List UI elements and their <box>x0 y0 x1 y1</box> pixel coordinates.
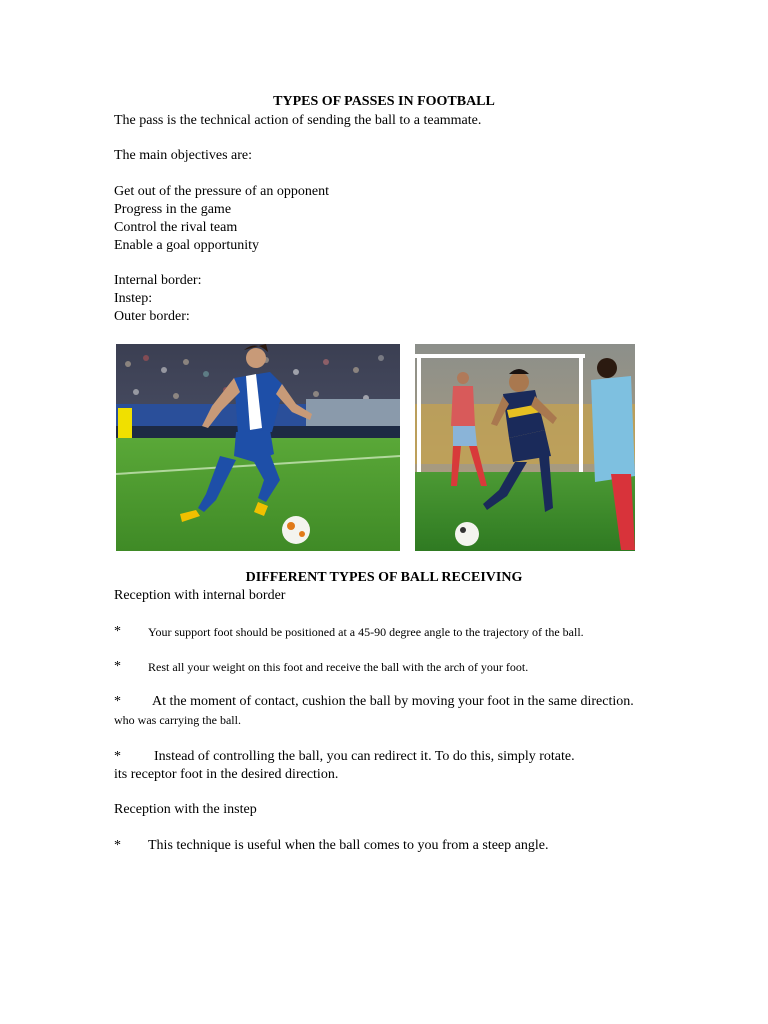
section-title: DIFFERENT TYPES OF BALL RECEIVING <box>245 570 523 585</box>
photo-player-passing <box>415 344 635 551</box>
subheading-internal: Reception with internal border <box>114 588 286 603</box>
bullet-symbol: * <box>114 624 121 639</box>
bullet-symbol: * <box>114 838 121 853</box>
pass-type-item: Outer border: <box>114 309 190 324</box>
bullet-text: This technique is useful when the ball comes to you from a steep angle. <box>148 838 549 853</box>
bullet-text: Rest all your weight on this foot and receive the ball with the arch of your foot. <box>148 660 529 674</box>
objective-item: Enable a goal opportunity <box>114 238 260 253</box>
objective-item: Progress in the game <box>114 202 232 217</box>
intro-text: The pass is the technical action of sending the ball to a teammate. <box>114 113 482 128</box>
subheading-instep: Reception with the instep <box>114 802 257 817</box>
bullet-symbol: * <box>114 659 121 674</box>
pass-type-item: Internal border: <box>114 273 202 288</box>
objectives-heading: The main objectives are: <box>114 148 252 163</box>
bullet-text: At the moment of contact, cushion the ball by moving your foot in the same direction. <box>152 694 634 709</box>
photo-player-dribbling <box>116 344 400 551</box>
objective-item: Control the rival team <box>114 220 238 235</box>
bullet-text: Your support foot should be positioned at a 45-90 degree angle to the trajectory of the ball. <box>148 625 584 639</box>
page-title: TYPES OF PASSES IN FOOTBALL <box>273 94 495 109</box>
bullet-symbol: * <box>114 694 121 709</box>
pass-type-item: Instep: <box>114 291 153 306</box>
bullet-text: Instead of controlling the ball, you can redirect it. To do this, simply rotate. <box>154 749 575 764</box>
bullet-text-continuation: its receptor foot in the desired direction. <box>114 767 339 782</box>
bullet-symbol: * <box>114 749 121 764</box>
bullet-text-continuation: who was carrying the ball. <box>114 713 241 727</box>
objective-item: Get out of the pressure of an opponent <box>114 184 329 199</box>
